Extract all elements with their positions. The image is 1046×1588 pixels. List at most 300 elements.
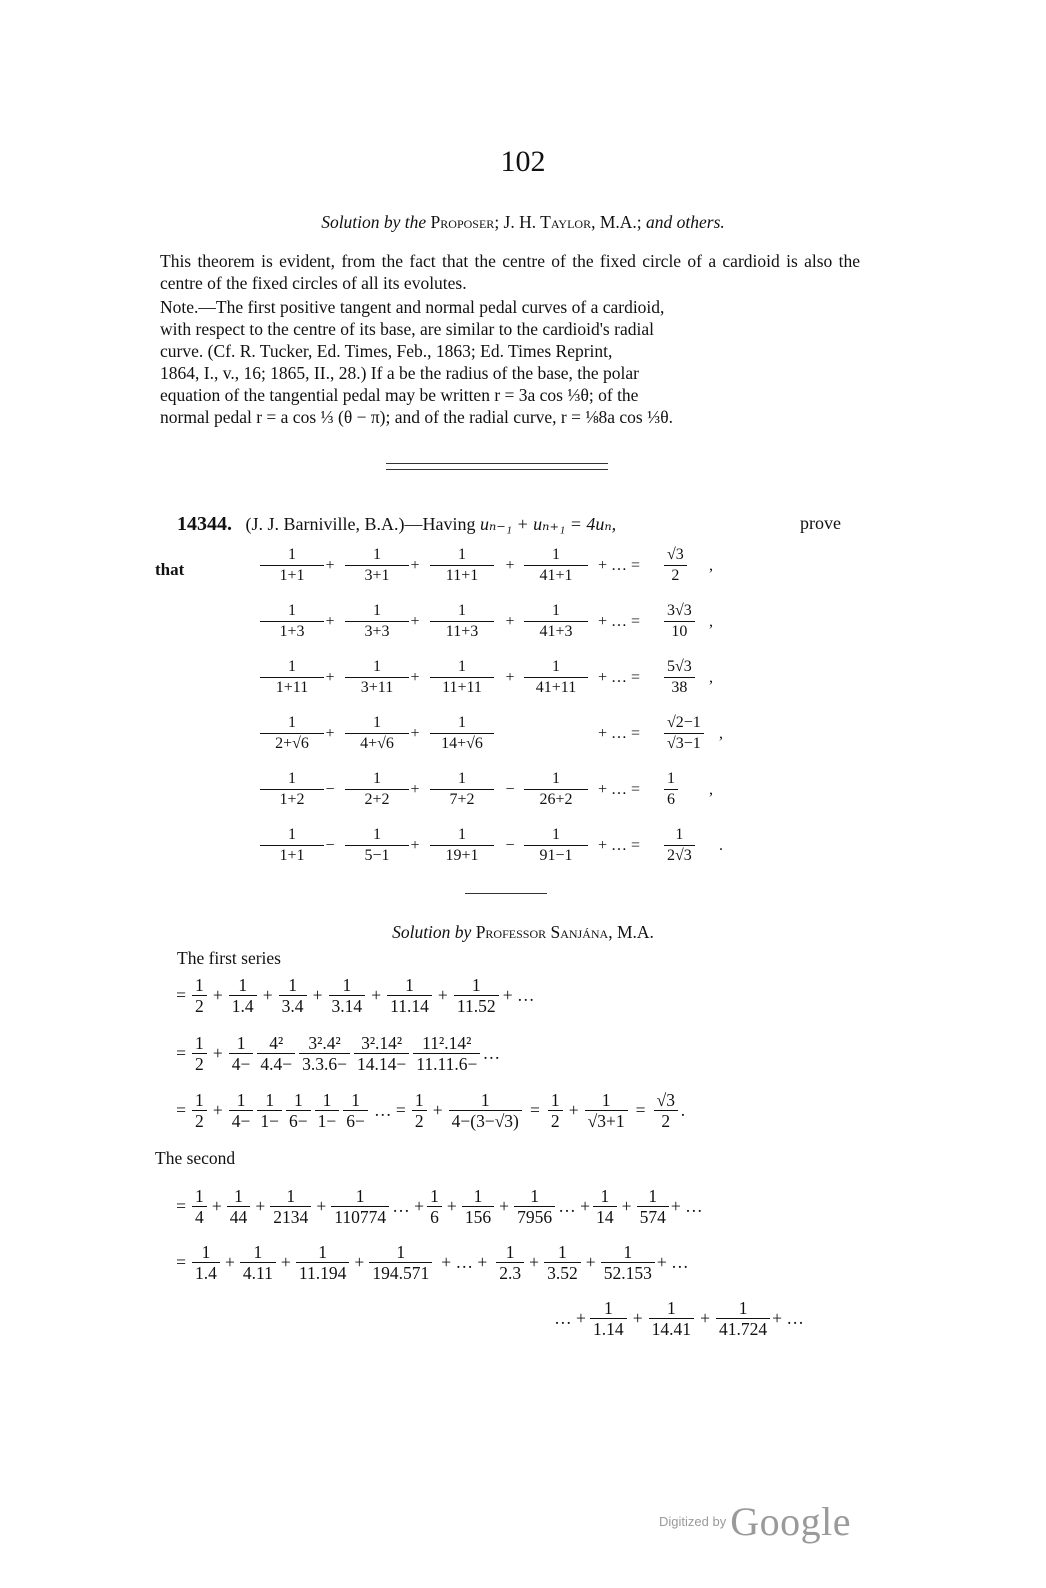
series-result	[664, 601, 695, 642]
numerator: 1	[192, 975, 207, 996]
operator: +	[312, 985, 323, 1005]
operator: +	[410, 781, 420, 798]
operator: −	[505, 837, 515, 854]
numerator: 1	[430, 825, 494, 846]
heading-authors: ; J. H. Taylor, M.A.;	[494, 212, 642, 232]
series-result	[664, 825, 695, 866]
fraction	[654, 1090, 678, 1131]
series-term	[260, 545, 324, 586]
numerator: 1	[664, 825, 695, 846]
operator: +	[325, 725, 335, 742]
operator: +	[262, 985, 273, 1005]
denominator: 3.4	[281, 996, 304, 1016]
denominator: 11.14	[390, 996, 429, 1016]
google-watermark	[659, 1498, 851, 1545]
numerator: 3².4²	[299, 1033, 350, 1054]
fraction	[496, 1242, 524, 1283]
numerator: 5√3	[664, 657, 695, 678]
problem-author: (J. J. Barniville, B.A.)—Having	[245, 514, 476, 534]
fraction	[329, 975, 366, 1016]
numerator: 1	[430, 545, 494, 566]
series-term	[524, 657, 588, 698]
numerator: 1	[260, 545, 324, 566]
denominator: 52.153	[603, 1263, 652, 1283]
numerator: 1	[331, 1186, 389, 1207]
numerator: 1	[649, 1298, 694, 1319]
numerator: 1	[593, 1186, 617, 1207]
denominator: 2+√6	[275, 735, 309, 752]
equation-line	[172, 1186, 703, 1227]
operator: +	[505, 613, 515, 630]
numerator: 4²	[257, 1033, 295, 1054]
operator: =	[529, 1100, 540, 1120]
operator: + …	[656, 1252, 689, 1272]
operator: + … +	[441, 1252, 488, 1272]
series-term	[260, 713, 324, 754]
operator: ,	[709, 557, 713, 574]
fraction	[331, 1186, 389, 1227]
numerator: √3	[664, 545, 687, 566]
fraction	[257, 1033, 295, 1074]
separator-rule	[386, 463, 608, 464]
denominator: √3−1	[667, 735, 701, 752]
numerator: 1	[345, 713, 409, 734]
numerator: √3	[654, 1090, 678, 1111]
denominator: 4.4−	[260, 1054, 293, 1074]
numerator: 1	[716, 1298, 770, 1319]
operator: +	[410, 613, 420, 630]
denominator: 1+11	[275, 679, 309, 696]
numerator: 1	[227, 1186, 251, 1207]
numerator: 1	[524, 825, 588, 846]
operator: +	[212, 1100, 223, 1120]
operator: +	[446, 1196, 457, 1216]
operator: +	[410, 669, 420, 686]
numerator: 1	[229, 1090, 254, 1111]
denominator: 41+11	[535, 679, 577, 696]
fraction	[716, 1298, 770, 1339]
denominator: 1.4	[231, 996, 254, 1016]
denominator: 4−	[231, 1054, 251, 1074]
numerator: 1	[260, 657, 324, 678]
denominator: 11+11	[442, 679, 482, 696]
series-term	[430, 657, 494, 698]
separator-rule	[386, 469, 608, 470]
operator: .	[719, 837, 723, 854]
denominator: 3+1	[364, 567, 390, 584]
numerator: 1	[329, 975, 366, 996]
denominator: 3+3	[364, 623, 390, 640]
fraction	[192, 1242, 220, 1283]
equation-line	[172, 975, 537, 1016]
operator: … +	[392, 1196, 424, 1216]
numerator: 1	[260, 769, 324, 790]
fraction	[387, 975, 432, 1016]
fraction	[227, 1186, 251, 1227]
numerator: 1	[260, 825, 324, 846]
problem-prove: prove	[800, 513, 841, 533]
operator: +	[325, 613, 335, 630]
operator: +	[371, 985, 382, 1005]
denominator: 41+1	[539, 567, 573, 584]
operator: …	[482, 1043, 501, 1063]
operator: ,	[719, 725, 723, 742]
numerator: 1	[260, 601, 324, 622]
operator: +	[632, 1308, 643, 1328]
numerator: 1	[192, 1033, 207, 1054]
note-line: 1864, I., v., 16; 1865, II., 28.) If a be the radius of the base, the polar	[160, 363, 640, 383]
denominator: 6−	[289, 1111, 308, 1131]
first-solution-paragraph: This theorem is evident, from the fact that the centre of the fixed circle of a cardioid is also the centre of the fixed circles of all its evolutes.	[160, 251, 860, 293]
note-line: equation of the tangential pedal may be written r = 3a cos ⅓θ; of the	[160, 385, 639, 405]
series-term	[430, 545, 494, 586]
problem-equation: uₙ₋₁ + uₙ₊₁ = 4uₙ,	[479, 514, 617, 534]
denominator: 14.14−	[357, 1054, 407, 1074]
second-solution-heading	[0, 922, 1046, 943]
denominator: 14.41	[651, 1319, 691, 1339]
operator: + … =	[598, 613, 641, 630]
denominator: 4.11	[242, 1263, 273, 1283]
series-term	[260, 601, 324, 642]
fraction	[286, 1090, 311, 1131]
numerator: 1	[462, 1186, 494, 1207]
fraction	[548, 1090, 563, 1131]
fraction	[601, 1242, 655, 1283]
denominator: 26+2	[539, 791, 573, 808]
problem-number: 14344.	[177, 513, 232, 535]
numerator: 1	[279, 975, 307, 996]
series-term	[345, 601, 409, 642]
series-term	[345, 825, 409, 866]
operator: +	[325, 669, 335, 686]
fraction	[315, 1090, 340, 1131]
denominator: 2	[195, 1111, 204, 1131]
operator: −	[505, 781, 515, 798]
watermark-small: Digitized by	[659, 1514, 727, 1529]
denominator: 6	[667, 791, 675, 808]
numerator: 1	[192, 1186, 207, 1207]
note-line: Note.—The first positive tangent and normal pedal curves of a cardioid,	[160, 297, 665, 317]
fraction	[590, 1298, 627, 1339]
fraction	[593, 1186, 617, 1227]
operator: =	[176, 1196, 186, 1216]
denominator: 2	[195, 1054, 204, 1074]
fraction	[192, 975, 207, 1016]
numerator: 1	[637, 1186, 669, 1207]
denominator: 1+1	[279, 567, 305, 584]
operator: + … =	[598, 781, 641, 798]
fraction	[514, 1186, 555, 1227]
fraction	[449, 1090, 522, 1131]
series-term	[524, 769, 588, 810]
denominator: 2	[414, 1111, 424, 1131]
denominator: 44	[229, 1207, 248, 1227]
numerator: 1	[296, 1242, 349, 1263]
note-line: normal pedal r = a cos ⅓ (θ − π); and of the radial curve, r = ⅛8a cos ⅓θ.	[160, 407, 673, 427]
fraction	[637, 1186, 669, 1227]
denominator: 1+1	[279, 847, 305, 864]
series-term	[345, 657, 409, 698]
numerator: 1	[229, 1033, 254, 1054]
denominator: 6−	[346, 1111, 365, 1131]
fraction	[279, 975, 307, 1016]
note-line: curve. (Cf. R. Tucker, Ed. Times, Feb., 1863; Ed. Times Reprint,	[160, 341, 613, 361]
denominator: 38	[671, 679, 688, 696]
equation-line	[172, 1033, 500, 1074]
series-term	[524, 545, 588, 586]
operator: +	[529, 1252, 540, 1272]
problem-header	[177, 513, 616, 536]
heading-post: and others.	[646, 212, 725, 232]
series-result	[664, 657, 695, 698]
equation-line	[172, 1242, 689, 1283]
numerator: 1	[412, 1090, 427, 1111]
numerator: 1	[585, 1090, 628, 1111]
heading-professor: Professor Sanjána, M.A.	[475, 922, 654, 942]
operator: + … =	[598, 837, 641, 854]
denominator: 11.194	[298, 1263, 347, 1283]
operator: =	[176, 1252, 186, 1272]
operator: +	[499, 1196, 510, 1216]
numerator: 1	[192, 1090, 207, 1111]
note-line: with respect to the centre of its base, are similar to the cardioid's radial	[160, 319, 654, 339]
numerator: 1	[601, 1242, 655, 1263]
fraction	[413, 1033, 480, 1074]
series-term	[430, 769, 494, 810]
series-term	[524, 601, 588, 642]
denominator: 574	[639, 1207, 666, 1227]
operator: ,	[709, 781, 713, 798]
series-term	[345, 545, 409, 586]
operator: + … =	[598, 557, 641, 574]
operator: +	[568, 1100, 579, 1120]
fraction	[299, 1033, 350, 1074]
denominator: 1.4	[195, 1263, 217, 1283]
denominator: 91−1	[539, 847, 573, 864]
denominator: √3+1	[587, 1111, 625, 1131]
operator: =	[176, 1100, 186, 1120]
denominator: 194.571	[372, 1263, 430, 1283]
fraction	[296, 1242, 349, 1283]
operator: + …	[502, 985, 535, 1005]
numerator: 1	[240, 1242, 276, 1263]
fraction	[454, 975, 499, 1016]
denominator: 11+3	[445, 623, 479, 640]
fraction	[192, 1090, 207, 1131]
operator: +	[211, 1196, 222, 1216]
series-term	[260, 825, 324, 866]
numerator: 1	[345, 601, 409, 622]
operator: + …	[670, 1196, 703, 1216]
numerator: 1	[192, 1242, 220, 1263]
operator: +	[505, 669, 515, 686]
numerator: 1	[345, 769, 409, 790]
denominator: 41.724	[719, 1319, 768, 1339]
denominator: 1−	[260, 1111, 279, 1131]
numerator: 1	[430, 713, 494, 734]
note-block	[160, 297, 860, 429]
denominator: 1+3	[279, 623, 305, 640]
fraction	[585, 1090, 628, 1131]
operator: .	[680, 1100, 686, 1120]
denominator: 6	[430, 1207, 439, 1227]
numerator: 1	[369, 1242, 432, 1263]
equation-line	[552, 1298, 804, 1339]
fraction	[229, 1033, 254, 1074]
fraction	[192, 1033, 207, 1074]
operator: +	[432, 1100, 443, 1120]
numerator: 1	[548, 1090, 563, 1111]
denominator: 14+√6	[441, 735, 483, 752]
numerator: 1	[345, 825, 409, 846]
fraction	[343, 1090, 368, 1131]
operator: =	[176, 985, 186, 1005]
operator: … +	[554, 1308, 586, 1328]
denominator: 156	[464, 1207, 492, 1227]
operator: =	[176, 1043, 186, 1063]
operator: +	[212, 1043, 223, 1063]
denominator: 1+2	[279, 791, 305, 808]
denominator: 3.52	[547, 1263, 578, 1283]
operator: + … =	[598, 669, 641, 686]
operator: + … =	[598, 725, 641, 742]
fraction	[270, 1186, 311, 1227]
first-series-label: The first series	[177, 948, 281, 968]
fraction	[649, 1298, 694, 1339]
numerator: 1	[343, 1090, 368, 1111]
series-result	[664, 545, 687, 586]
operator: +	[280, 1252, 291, 1272]
numerator: 1	[430, 769, 494, 790]
short-rule	[465, 893, 547, 894]
numerator: 1	[257, 1090, 282, 1111]
numerator: 1	[387, 975, 432, 996]
denominator: 1−	[317, 1111, 337, 1131]
denominator: 2+2	[364, 791, 390, 808]
operator: +	[505, 557, 515, 574]
numerator: 1	[524, 657, 588, 678]
numerator: 1	[496, 1242, 524, 1263]
operator: … =	[374, 1100, 406, 1120]
denominator: 7+2	[449, 791, 475, 808]
series-term	[430, 825, 494, 866]
numerator: 1	[270, 1186, 311, 1207]
operator: =	[635, 1100, 646, 1120]
denominator: 2√3	[667, 847, 692, 864]
denominator: 41+3	[539, 623, 573, 640]
equation-line	[172, 1090, 686, 1131]
series-term	[260, 769, 324, 810]
operator: ,	[709, 613, 713, 630]
operator: +	[410, 725, 420, 742]
numerator: 1	[430, 601, 494, 622]
operator: +	[212, 985, 223, 1005]
series-term	[430, 713, 494, 754]
numerator: 1	[229, 975, 257, 996]
numerator: 1	[430, 657, 494, 678]
operator: +	[224, 1252, 235, 1272]
operator: +	[325, 557, 335, 574]
numerator: 1	[524, 601, 588, 622]
heading-pre: Solution by	[392, 922, 472, 942]
numerator: 1	[345, 657, 409, 678]
fraction	[229, 1090, 254, 1131]
denominator: 7956	[517, 1207, 553, 1227]
denominator: 4	[195, 1207, 204, 1227]
problem-that: that	[155, 560, 185, 579]
operator: −	[325, 837, 335, 854]
fraction	[257, 1090, 282, 1131]
operator: + …	[772, 1308, 804, 1328]
series-result	[664, 713, 704, 754]
denominator: 110774	[334, 1207, 387, 1227]
numerator: √2−1	[664, 713, 704, 734]
operator: +	[585, 1252, 596, 1272]
numerator: 1	[260, 713, 324, 734]
series-term	[430, 601, 494, 642]
denominator: 3.3.6−	[302, 1054, 347, 1074]
first-solution-heading	[0, 212, 1046, 233]
numerator: 1	[286, 1090, 311, 1111]
operator: +	[354, 1252, 365, 1272]
denominator: 2	[671, 567, 680, 584]
series-term	[260, 657, 324, 698]
numerator: 1	[345, 545, 409, 566]
numerator: 11².14²	[413, 1033, 480, 1054]
series-term	[524, 825, 588, 866]
fraction	[412, 1090, 427, 1131]
numerator: 1	[664, 769, 678, 790]
heading-proposer: Proposer	[430, 212, 495, 232]
operator: +	[410, 837, 420, 854]
denominator: 4−(3−√3)	[451, 1111, 519, 1131]
denominator: 11+1	[445, 567, 479, 584]
numerator: 1	[524, 769, 588, 790]
second-label: The second	[155, 1148, 236, 1168]
page-number: 102	[500, 145, 546, 178]
fraction	[192, 1186, 207, 1227]
operator: +	[621, 1196, 632, 1216]
denominator: 11.11.6−	[416, 1054, 478, 1074]
numerator: 1	[524, 545, 588, 566]
series-result	[664, 769, 678, 810]
denominator: 4+√6	[360, 735, 394, 752]
fraction	[544, 1242, 581, 1283]
series-term	[345, 713, 409, 754]
denominator: 19+1	[445, 847, 479, 864]
denominator: 1.14	[593, 1319, 624, 1339]
denominator: 2	[661, 1111, 671, 1131]
numerator: 3√3	[664, 601, 695, 622]
operator: ,	[709, 669, 713, 686]
denominator: 5−1	[364, 847, 390, 864]
numerator: 1	[454, 975, 499, 996]
denominator: 2	[195, 996, 204, 1016]
denominator: 2.3	[499, 1263, 522, 1283]
operator: +	[700, 1308, 710, 1328]
operator: −	[325, 781, 335, 798]
numerator: 3².14²	[354, 1033, 409, 1054]
fraction	[354, 1033, 409, 1074]
denominator: 4−	[231, 1111, 251, 1131]
operator: +	[437, 985, 448, 1005]
operator: +	[316, 1196, 327, 1216]
numerator: 1	[590, 1298, 627, 1319]
numerator: 1	[449, 1090, 522, 1111]
series-term	[345, 769, 409, 810]
watermark-logo: Google	[730, 1499, 851, 1544]
fraction	[462, 1186, 494, 1227]
